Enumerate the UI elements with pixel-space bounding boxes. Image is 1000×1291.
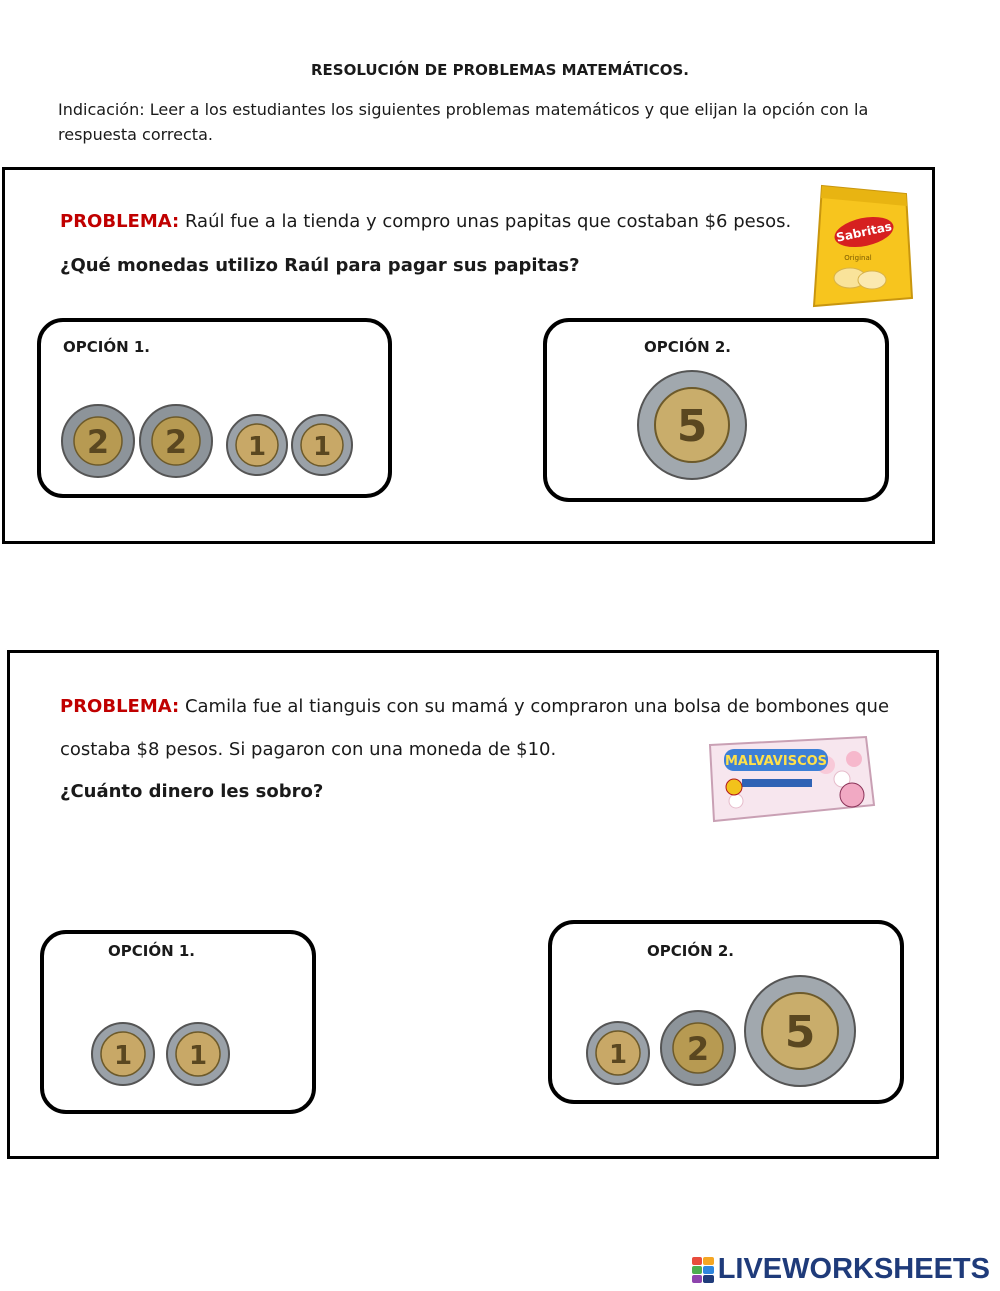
coin-5-peso: [742, 973, 858, 1089]
svg-text:1: 1: [247, 432, 267, 462]
problem-2-text-line1: Camila fue al tianguis con su mamá y compraron una bolsa de bombones que: [179, 696, 890, 717]
problem-2-label: PROBLEMA:: [60, 696, 180, 717]
coin-2-peso: [138, 403, 214, 479]
instructions: Indicación: Leer a los estudiantes los siguientes problemas matemáticos y que elijan la opción con la respuesta correcta.: [58, 100, 869, 144]
problem-1-text: Raúl fue a la tienda y compro unas papitas que costaban $6 pesos.: [179, 211, 792, 232]
logo-icon: [692, 1257, 714, 1283]
svg-text:2: 2: [164, 423, 188, 461]
coin-5-peso: [635, 368, 749, 482]
chips-brand-text: Sabritas: [834, 219, 894, 245]
svg-text:5: 5: [784, 1007, 816, 1058]
chips-bag-image: [808, 180, 916, 308]
chips-variant-text: Original: [844, 254, 872, 262]
problem-1-label: PROBLEMA:: [60, 211, 180, 232]
svg-text:5: 5: [676, 401, 708, 452]
svg-text:1: 1: [312, 432, 332, 462]
svg-text:1: 1: [113, 1041, 133, 1071]
coin-1-peso: [290, 413, 354, 477]
coin-1-peso: [165, 1021, 231, 1087]
coin-2-peso: [659, 1009, 737, 1087]
problem-1-statement: [60, 210, 791, 234]
svg-text:1: 1: [188, 1041, 208, 1071]
coin-1-peso: [225, 413, 289, 477]
option-label: OPCIÓN 1.: [63, 338, 150, 356]
coin-1-peso: [585, 1020, 651, 1086]
coin-2-peso: [60, 403, 136, 479]
problem-1-card: [2, 167, 935, 544]
option-label: OPCIÓN 2.: [644, 338, 731, 356]
problem-2-question: ¿Cuánto dinero les sobro?: [60, 781, 324, 802]
problem-2-text-line2: costaba $8 pesos. Si pagaron con una moneda de $10.: [60, 739, 557, 760]
liveworksheets-logo: [692, 1253, 990, 1286]
svg-text:2: 2: [86, 423, 110, 461]
marshmallow-brand-text: MALVAVISCOS: [724, 754, 828, 769]
option-label: OPCIÓN 2.: [647, 942, 734, 960]
marshmallow-bag-image: [706, 735, 878, 823]
page-title: RESOLUCIÓN DE PROBLEMAS MATEMÁTICOS.: [311, 61, 689, 79]
svg-text:1: 1: [608, 1040, 628, 1070]
problem-1-question: ¿Qué monedas utilizo Raúl para pagar sus papitas?: [60, 255, 580, 276]
coin-1-peso: [90, 1021, 156, 1087]
svg-text:2: 2: [686, 1030, 710, 1068]
option-label: OPCIÓN 1.: [108, 942, 195, 960]
problem-2-statement: [60, 695, 889, 719]
logo-text: LIVEWORKSHEETS: [717, 1253, 990, 1285]
